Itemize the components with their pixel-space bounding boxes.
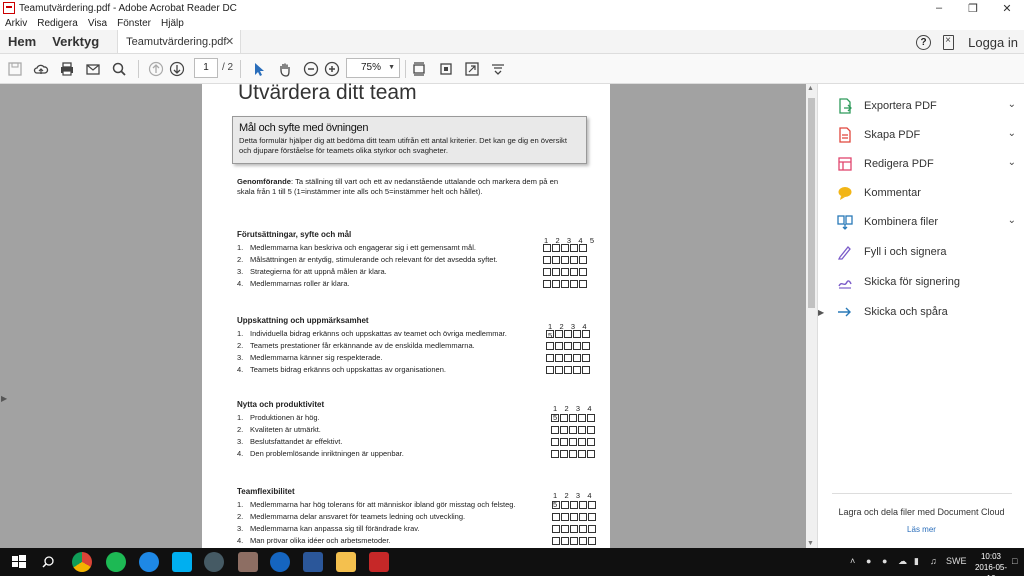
zoom-value: 75% <box>361 62 382 73</box>
aim-text: Detta formulär hjälper dig att bedöma ditt team utifrån ett antal kriterier. Det kan ge dig en översikt och djupare förståelse för teamets olika styrkor och svagheter. <box>239 136 567 155</box>
mobile-link-icon[interactable] <box>943 35 954 50</box>
rating-checkboxes[interactable] <box>551 426 596 434</box>
scroll-down-icon[interactable]: ▼ <box>807 540 814 547</box>
section-title: Nytta och produktivitet <box>237 400 325 409</box>
tool-edit-pdf[interactable] <box>836 154 1016 174</box>
rating-checkboxes[interactable] <box>552 513 597 521</box>
tool-label: Skapa PDF <box>864 129 921 141</box>
item-text: Beslutsfattandet är effektivt. <box>250 437 343 446</box>
section-flexibility <box>237 487 597 547</box>
chevron-down-icon[interactable]: ⌄ <box>1007 128 1016 139</box>
rotate-view-icon[interactable] <box>437 60 455 78</box>
tab-tools[interactable]: Verktyg <box>52 34 100 49</box>
battery-icon[interactable]: ▮ <box>914 556 919 566</box>
window-controls <box>922 0 1024 16</box>
zoom-out-icon[interactable] <box>302 60 320 78</box>
section-productivity <box>237 400 597 460</box>
item-text: Kvaliteten är utmärkt. <box>250 425 321 434</box>
collapse-panel-icon[interactable]: ▶ <box>818 308 825 317</box>
item-text: Individuella bidrag erkänns och uppskattas av teamet och övriga medlemmar. <box>250 329 507 338</box>
chevron-down-icon[interactable]: ⌄ <box>1007 215 1016 226</box>
menu-bar <box>0 16 1024 30</box>
tray-network-icon[interactable]: ● <box>882 556 888 566</box>
menu-hjalp[interactable]: Hjälp <box>161 17 184 29</box>
list-item: 1. Individuella bidrag erkänns och uppskattas av teamet och övriga medlemmar. <box>237 328 597 340</box>
rating-checkboxes[interactable] <box>543 244 588 252</box>
rating-checkboxes[interactable] <box>543 256 588 264</box>
zoom-in-icon[interactable] <box>323 60 341 78</box>
list-item: 4. Teamets bidrag erkänns och uppskattas av organisationen. <box>237 364 597 376</box>
full-screen-icon[interactable] <box>463 60 481 78</box>
toolbar-divider <box>240 60 241 78</box>
menu-arkiv[interactable]: Arkiv <box>5 17 28 29</box>
list-item: 4. Medlemmarnas roller är klara. <box>237 278 597 290</box>
item-text: Teamets prestationer får erkännande av de enskilda medlemmarna. <box>250 341 475 350</box>
skype-icon[interactable] <box>172 552 192 572</box>
tool-label: Skicka och spåra <box>864 306 948 318</box>
minimize-icon[interactable]: – <box>935 2 943 14</box>
learn-more-link[interactable]: Läs mer <box>907 525 936 534</box>
rating-checkboxes[interactable] <box>546 330 591 338</box>
word-icon[interactable] <box>303 552 323 572</box>
section-title: Uppskattning och uppmärksamhet <box>237 316 369 325</box>
combine-files-icon <box>836 214 854 230</box>
save-icon[interactable] <box>6 60 24 78</box>
tray-app-icon[interactable]: ● <box>866 556 872 566</box>
photos-app-icon[interactable] <box>238 552 258 572</box>
fit-page-icon[interactable] <box>410 60 428 78</box>
list-item: 1. Produktionen är hög. <box>237 412 597 424</box>
section-title: Förutsättningar, syfte och mål <box>237 230 352 239</box>
close-icon[interactable]: ✕ <box>1002 2 1012 15</box>
title-bar <box>0 0 1024 16</box>
chevron-down-icon: ▼ <box>388 64 395 71</box>
tool-send-for-signature[interactable] <box>836 272 1016 292</box>
tray-chevron-icon[interactable]: ˄ <box>850 556 856 566</box>
search-icon[interactable] <box>38 552 58 572</box>
clock-date: 2016-05-16 <box>974 563 1008 583</box>
onedrive-icon[interactable]: ☁ <box>898 556 907 566</box>
notifications-icon[interactable]: □ <box>1012 556 1018 566</box>
help-icon[interactable]: ? <box>916 35 931 50</box>
scrollbar-thumb[interactable] <box>808 98 815 308</box>
list-item: 4. Man prövar olika idéer och arbetsmetoder. <box>237 535 597 547</box>
rating-checkboxes[interactable] <box>543 280 588 288</box>
list-item: 3. Strategierna för att uppnå målen är klara. <box>237 266 597 278</box>
window-title: Teamutvärdering.pdf - Adobe Acrobat Reader DC <box>19 2 237 14</box>
rating-checkboxes[interactable] <box>552 501 597 509</box>
comment-icon <box>836 185 854 201</box>
procedure-body: : Ta ställning till vart och ett av nedanstående uttalande och markera dem på en skala från 1 till 5 (1=instämmer inte alls och 5=instämmer helt och hållet). <box>237 177 559 196</box>
rating-scale: 1 2 3 4 5 <box>553 404 595 422</box>
rating-scale: 1 2 3 4 5 <box>548 322 590 340</box>
tool-combine-files[interactable] <box>836 212 1016 232</box>
document-title: Utvärdera ditt team <box>238 81 417 104</box>
zoom-select[interactable] <box>346 58 400 78</box>
tool-label: Exportera PDF <box>864 100 937 112</box>
item-text: Teamets bidrag erkänns och uppskattas av organisationen. <box>250 365 446 374</box>
tool-label: Kommentar <box>864 187 921 199</box>
rating-scale: 1 2 3 4 5 <box>544 236 597 245</box>
document-tab-label: Teamutvärdering.pdf <box>126 35 227 48</box>
chrome-icon[interactable] <box>72 552 92 572</box>
item-text: Produktionen är hög. <box>250 413 320 422</box>
section-appreciation <box>237 316 597 376</box>
aim-box <box>232 116 587 164</box>
panel-divider <box>832 493 1012 494</box>
item-text: Medlemmarna delar ansvaret för teamets ledning och utveckling. <box>250 512 466 521</box>
menu-redigera[interactable]: Redigera <box>37 17 78 29</box>
tab-document[interactable] <box>117 30 241 53</box>
procedure-text <box>237 177 567 197</box>
next-page-icon[interactable] <box>168 60 186 78</box>
vertical-scrollbar[interactable] <box>806 84 817 548</box>
hand-tool-icon[interactable] <box>276 60 294 78</box>
read-mode-icon[interactable] <box>489 60 507 78</box>
list-item: 3. Beslutsfattandet är effektivt. <box>237 436 597 448</box>
send-track-icon <box>836 304 854 320</box>
rating-checkboxes[interactable] <box>551 414 596 422</box>
acrobat-icon <box>3 2 15 14</box>
rating-checkboxes[interactable] <box>543 268 588 276</box>
acrobat-reader-icon[interactable] <box>369 552 389 572</box>
list-item: 2. Teamets prestationer får erkännande av de enskilda medlemmarna. <box>237 340 597 352</box>
file-explorer-icon[interactable] <box>336 552 356 572</box>
item-text: Medlemmarna kan anpassa sig till förändrade krav. <box>250 524 420 533</box>
toolbar-divider <box>405 60 406 78</box>
rating-checkboxes[interactable] <box>552 525 597 533</box>
rating-checkboxes[interactable] <box>551 450 596 458</box>
list-item: 4. Den problemlösande inriktningen är uppenbar. <box>237 448 597 460</box>
rating-checkboxes[interactable] <box>551 438 596 446</box>
document-viewer[interactable] <box>0 81 817 548</box>
item-text: Medlemmarna har hög tolerans för att människor ibland gör misstag och felsteg. <box>250 500 516 509</box>
section-prerequisites <box>237 230 597 290</box>
volume-icon[interactable]: ♫ <box>930 556 937 566</box>
aim-title: Mål och syfte med övningen <box>239 122 369 134</box>
rating-checkboxes[interactable] <box>546 354 591 362</box>
item-text: Strategierna för att uppnå målen är klara. <box>250 267 387 276</box>
maximize-icon[interactable]: ❐ <box>968 2 978 15</box>
scroll-up-icon[interactable]: ▲ <box>807 85 814 92</box>
procedure-label: Genomförande <box>237 177 292 186</box>
pdf-page <box>202 81 610 554</box>
menu-fonster[interactable]: Fönster <box>117 17 152 29</box>
chevron-down-icon[interactable]: ⌄ <box>1007 157 1016 168</box>
browser-app-icon[interactable] <box>270 552 290 572</box>
item-text: Målsättningen är entydig, stimulerande och relevant för det avsedda syftet. <box>250 255 498 264</box>
upload-cloud-icon[interactable] <box>32 60 50 78</box>
list-item: 2. Målsättningen är entydig, stimulerande och relevant för det avsedda syftet. <box>237 254 597 266</box>
item-text: Man prövar olika idéer och arbetsmetoder. <box>250 536 391 545</box>
tool-label: Skicka för signering <box>864 276 960 288</box>
list-item: 3. Medlemmarna kan anpassa sig till förändrade krav. <box>237 523 597 535</box>
tool-export-pdf[interactable] <box>836 96 1016 116</box>
chevron-down-icon[interactable]: ⌄ <box>1007 99 1016 110</box>
item-text: Medlemmarna känner sig respekterade. <box>250 353 383 362</box>
close-tab-icon[interactable]: ✕ <box>224 36 235 48</box>
list-item: 2. Kvaliteten är utmärkt. <box>237 424 597 436</box>
language-indicator[interactable]: SWE <box>946 556 967 566</box>
rating-checkboxes[interactable] <box>546 342 591 350</box>
item-text: Den problemlösande inriktningen är uppenbar. <box>250 449 404 458</box>
windows-start-icon[interactable] <box>9 552 29 572</box>
export-pdf-icon <box>836 98 854 114</box>
tool-comment[interactable] <box>836 183 1016 203</box>
print-icon[interactable] <box>58 60 76 78</box>
clock-time: 10:03 <box>980 552 1002 561</box>
item-text: Medlemmarna kan beskriva och engagerar sig i ett gemensamt mål. <box>250 243 476 252</box>
create-pdf-icon <box>836 127 854 143</box>
tab-home[interactable]: Hem <box>8 34 37 49</box>
email-icon[interactable] <box>84 60 102 78</box>
rating-scale: 1 2 3 4 5 <box>553 491 595 509</box>
rating-checkboxes[interactable] <box>546 366 591 374</box>
item-text: Medlemmarnas roller är klara. <box>250 279 350 288</box>
section-title: Teamflexibilitet <box>237 487 295 496</box>
search-icon[interactable] <box>110 60 128 78</box>
toolbar-divider <box>138 60 139 78</box>
tool-label: Redigera PDF <box>864 158 934 170</box>
login-button[interactable]: Logga in <box>968 34 1018 50</box>
tools-panel <box>817 84 1024 548</box>
fill-sign-icon <box>836 244 854 260</box>
tab-bar <box>0 30 1024 54</box>
tool-fill-sign[interactable] <box>836 242 1016 262</box>
list-item: 1. Medlemmarna kan beskriva och engagerar sig i ett gemensamt mål. <box>237 242 597 254</box>
page-number-input[interactable]: 1 <box>194 58 218 78</box>
media-app-icon[interactable] <box>204 552 224 572</box>
rating-checkboxes[interactable] <box>552 537 597 545</box>
tool-create-pdf[interactable] <box>836 125 1016 145</box>
list-item: 2. Medlemmarna delar ansvaret för teamets ledning och utveckling. <box>237 511 597 523</box>
edit-pdf-icon <box>836 156 854 172</box>
toolbar <box>0 54 1024 84</box>
menu-visa[interactable]: Visa <box>87 17 108 29</box>
select-cursor-icon[interactable] <box>250 60 268 78</box>
tool-label: Fyll i och signera <box>864 246 947 258</box>
spotify-icon[interactable] <box>106 552 126 572</box>
list-item: 1. Medlemmarna har hög tolerans för att människor ibland gör misstag och felsteg. <box>237 499 597 511</box>
document-cloud-promo: Lagra och dela filer med Document Cloud <box>838 507 1005 517</box>
system-clock[interactable] <box>972 551 1010 584</box>
list-item: 3. Medlemmarna känner sig respekterade. <box>237 352 597 364</box>
page-total: / 2 <box>222 62 234 73</box>
lightning-app-icon[interactable] <box>139 552 159 572</box>
tool-send-track[interactable] <box>836 302 1016 322</box>
tool-label: Kombinera filer <box>864 216 938 228</box>
taskbar <box>0 548 1024 583</box>
send-sign-icon <box>836 274 854 290</box>
previous-page-icon[interactable] <box>147 60 165 78</box>
left-panel-toggle-icon[interactable]: ▶ <box>1 394 8 403</box>
